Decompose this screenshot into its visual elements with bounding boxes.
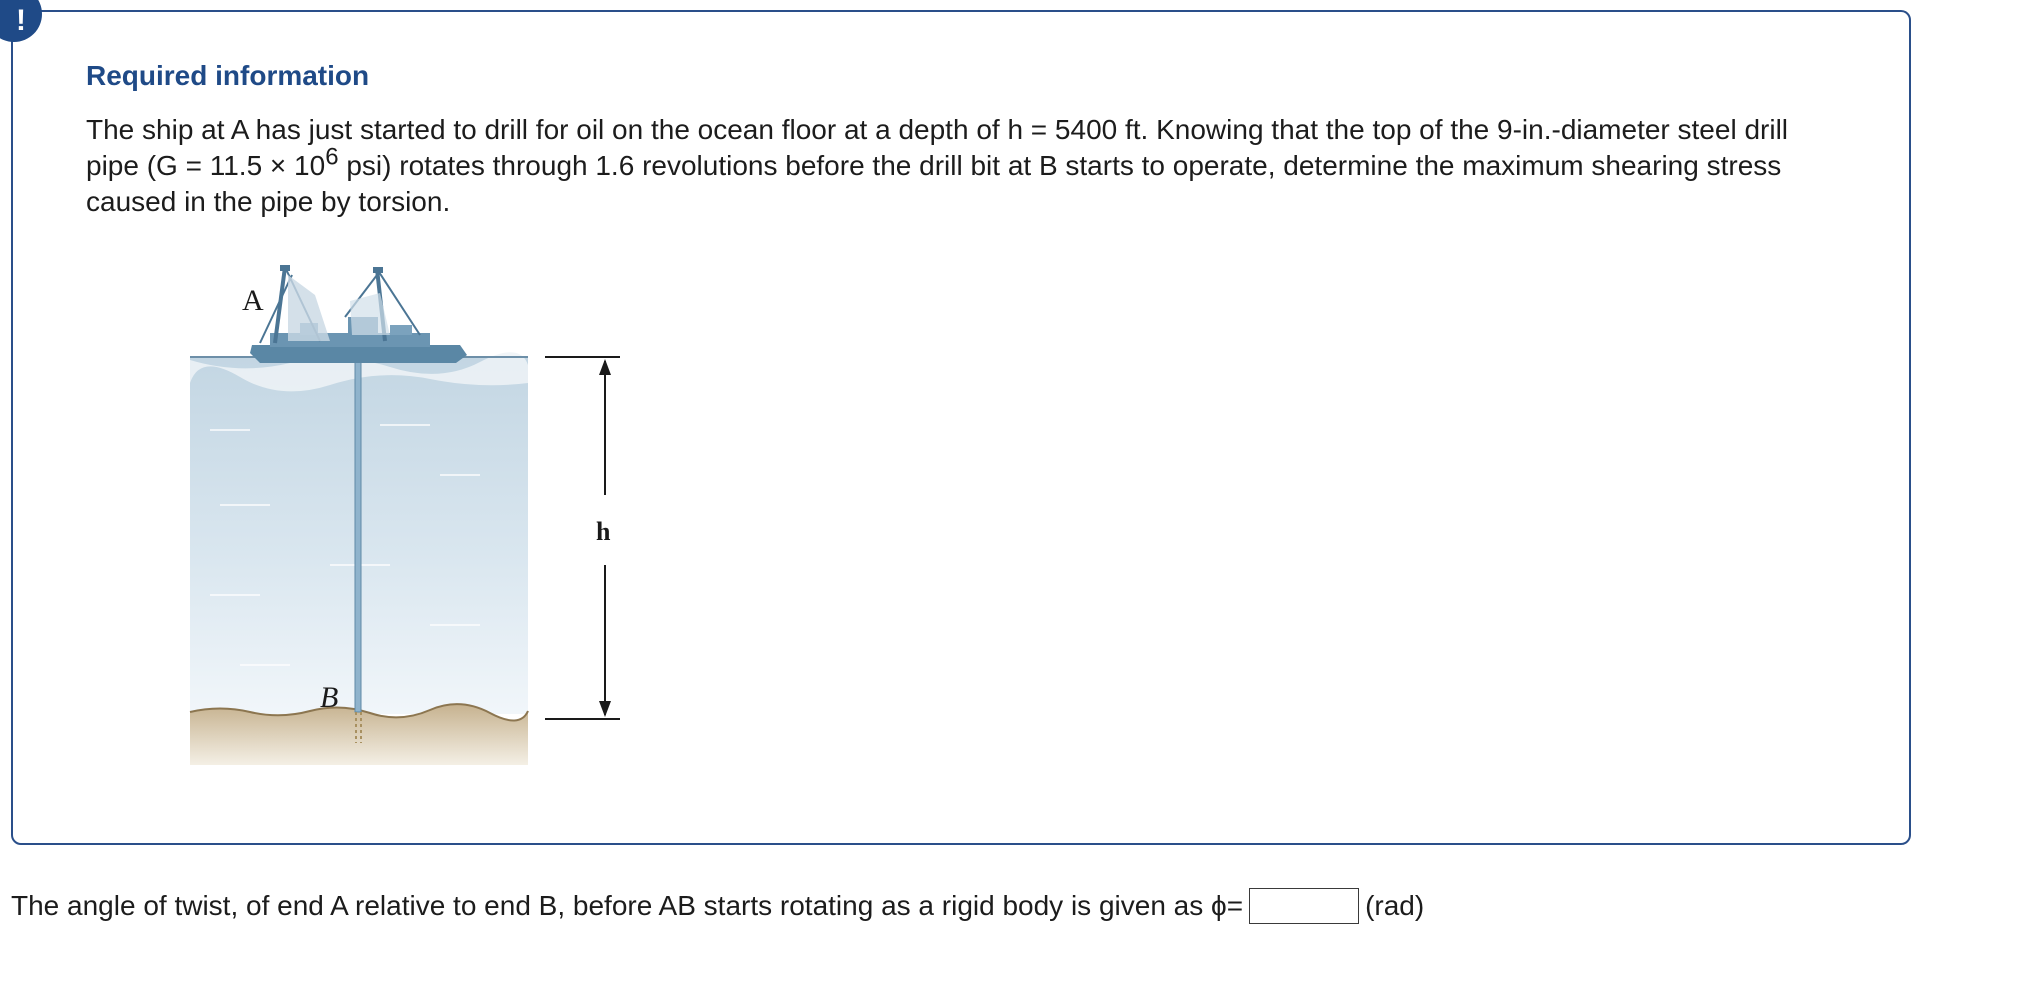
drill-ship — [250, 265, 467, 363]
arrowhead-down — [599, 701, 611, 717]
required-information-title: Required information — [86, 60, 370, 91]
alert-icon: ! — [0, 0, 42, 42]
question-text: The angle of twist, of end A relative to end B, before AB starts rotating as a rigid body is given as ϕ= — [11, 890, 1244, 921]
drill-diagram — [180, 265, 620, 765]
label-b: B — [320, 681, 339, 714]
question-row — [11, 888, 1424, 924]
angle-of-twist-input[interactable] — [1249, 888, 1359, 924]
problem-text-part-1: The ship at A has just started to drill for oil on the ocean floor at a depth of h = 5400 ft. Knowing that the top of the 9-in.-diameter steel drill pipe (G = 11.5 × 10 — [86, 114, 1789, 181]
label-a: A — [242, 284, 264, 317]
arrowhead-up — [599, 359, 611, 375]
ocean-floor — [190, 704, 528, 765]
exponent: 6 — [325, 143, 339, 171]
problem-text-part-2: psi) rotates through 1.6 revolutions before the drill bit at B starts to operate, determine the maximum shearing stress caused in the pipe by torsion. — [86, 149, 1782, 217]
label-h: h — [596, 517, 611, 546]
unit-label: (rad) — [1365, 890, 1425, 921]
problem-statement — [86, 112, 1806, 219]
drill-ship-figure — [180, 265, 620, 765]
drill-pipe — [355, 361, 361, 712]
